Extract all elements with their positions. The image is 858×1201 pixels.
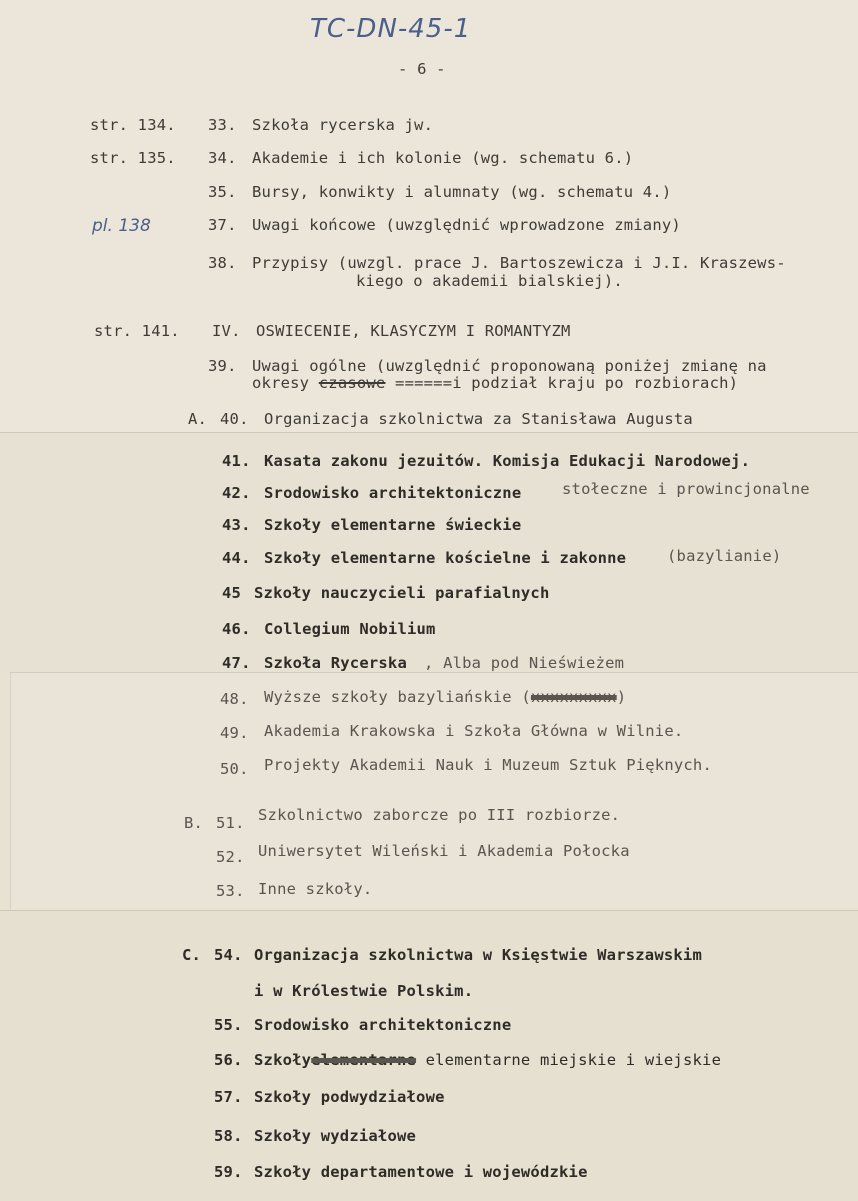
entry-text-42-addition: stołeczne i prowincjonalne xyxy=(562,480,810,498)
page-ref-141: str. 141. xyxy=(94,322,180,340)
entry-number-46: 46. xyxy=(222,620,251,638)
entry-number-56: 56. xyxy=(214,1051,243,1069)
entry-number-35: 35. xyxy=(208,183,237,201)
entry-text-56 xyxy=(254,1051,721,1069)
entry-39-word-rest: i podział kraju po rozbiorach) xyxy=(452,374,739,392)
entry-text-50: Projekty Akademii Nauk i Muzeum Sztuk Pięknych. xyxy=(264,756,712,774)
page-ref-135: str. 135. xyxy=(90,149,176,167)
entry-number-57: 57. xyxy=(214,1088,243,1106)
entry-number-33: 33. xyxy=(208,116,237,134)
entry-39-word-okresy: okresy xyxy=(252,374,310,392)
margin-note-138: pl. 138 xyxy=(92,216,151,236)
section-title-iv: OSWIECENIE, KLASYCZYM I ROMANTYZM xyxy=(256,322,571,340)
entry-text-54-line2: i w Królestwie Polskim. xyxy=(254,982,474,1000)
entry-text-35: Bursy, konwikty i alumnaty (wg. schematu 4.) xyxy=(252,183,672,201)
entry-number-53: 53. xyxy=(216,882,245,900)
entry-text-42: Srodowisko architektoniczne xyxy=(264,484,522,502)
paper-sheet-3 xyxy=(10,672,858,911)
entry-56-text-b: elementarne miejskie i wiejskie xyxy=(425,1051,722,1069)
entry-48-text: Wyższe szkoły bazyliańskie ( xyxy=(264,688,531,706)
entry-text-39-line2 xyxy=(252,374,738,392)
entry-text-58: Szkoły wydziałowe xyxy=(254,1127,417,1145)
entry-text-39-line1: Uwagi ogólne (uwzględnić proponowaną poniżej zmianę na xyxy=(252,357,767,375)
entry-text-37: Uwagi końcowe (uwzględnić wprowadzone zmiany) xyxy=(252,216,681,234)
entry-text-47: Szkoła Rycerska xyxy=(264,654,407,672)
entry-number-54: 54. xyxy=(214,946,243,964)
entry-56-crossed-out: elementarne xyxy=(311,1051,417,1069)
entry-number-59: 59. xyxy=(214,1163,243,1181)
entry-text-51: Szkolnictwo zaborcze po III rozbiorze. xyxy=(258,806,621,824)
entry-number-58: 58. xyxy=(214,1127,243,1145)
entry-text-44: Szkoły elementarne kościelne i zakonne xyxy=(264,549,627,567)
subsection-letter-c: C. xyxy=(182,946,202,964)
entry-48-crossed-out: xxxxxxxxx xyxy=(530,688,617,706)
entry-number-39: 39. xyxy=(208,357,237,375)
entry-number-55: 55. xyxy=(214,1016,243,1034)
entry-number-50: 50. xyxy=(220,760,249,778)
handwritten-reference: TC-DN-45-1 xyxy=(310,14,472,44)
entry-text-53: Inne szkoły. xyxy=(258,880,373,898)
entry-text-45: Szkoły nauczycieli parafialnych xyxy=(254,584,550,602)
subsection-letter-a: A. xyxy=(188,410,208,428)
page-ref-134: str. 134. xyxy=(90,116,176,134)
entry-number-45: 45 xyxy=(222,584,242,602)
entry-text-54-line1: Organizacja szkolnictwa w Księstwie Warszawskim xyxy=(254,946,702,964)
entry-text-41: Kasata zakonu jezuitów. Komisja Edukacji Narodowej. xyxy=(264,452,751,470)
entry-56-text-a: Szkoły xyxy=(254,1051,312,1069)
entry-number-51: 51. xyxy=(216,814,245,832)
section-number-iv: IV. xyxy=(212,322,241,340)
entry-text-34: Akademie i ich kolonie (wg. schematu 6.) xyxy=(252,149,634,167)
entry-number-37: 37. xyxy=(208,216,237,234)
entry-number-43: 43. xyxy=(222,516,251,534)
entry-text-59: Szkoły departamentowe i wojewódzkie xyxy=(254,1163,588,1181)
entry-number-38: 38. xyxy=(208,254,237,272)
entry-number-52: 52. xyxy=(216,848,245,866)
entry-text-55: Srodowisko architektoniczne xyxy=(254,1016,512,1034)
entry-text-44-addition: (bazylianie) xyxy=(667,547,782,565)
entry-text-38-line2: kiego o akademii bialskiej). xyxy=(356,272,623,290)
entry-text-43: Szkoły elementarne świeckie xyxy=(264,516,522,534)
entry-39-typed-strikeout: ====== xyxy=(395,374,453,392)
entry-number-47: 47. xyxy=(222,654,251,672)
entry-text-47-addition: , Alba pod Nieświeżem xyxy=(424,654,625,672)
entry-number-42: 42. xyxy=(222,484,251,502)
entry-number-40: 40. xyxy=(220,410,249,428)
entry-text-52: Uniwersytet Wileński i Akademia Połocka xyxy=(258,842,630,860)
entry-text-46: Collegium Nobilium xyxy=(264,620,436,638)
entry-text-57: Szkoły podwydziałowe xyxy=(254,1088,445,1106)
entry-number-41: 41. xyxy=(222,452,251,470)
entry-39-crossed-word: czasowe xyxy=(318,374,386,392)
entry-text-33: Szkoła rycerska jw. xyxy=(252,116,434,134)
subsection-letter-b: B. xyxy=(184,814,204,832)
entry-number-44: 44. xyxy=(222,549,251,567)
entry-number-49: 49. xyxy=(220,724,249,742)
page-number: - 6 - xyxy=(398,60,446,78)
entry-48-close-paren: ) xyxy=(616,688,627,706)
entry-number-34: 34. xyxy=(208,149,237,167)
entry-text-40: Organizacja szkolnictwa za Stanisława Augusta xyxy=(264,410,693,428)
entry-text-49: Akademia Krakowska i Szkoła Główna w Wilnie. xyxy=(264,722,684,740)
entry-text-48 xyxy=(264,688,626,706)
entry-text-38-line1: Przypisy (uwzgl. prace J. Bartoszewicza i J.I. Kraszews- xyxy=(252,254,786,272)
entry-number-48: 48. xyxy=(220,690,249,708)
